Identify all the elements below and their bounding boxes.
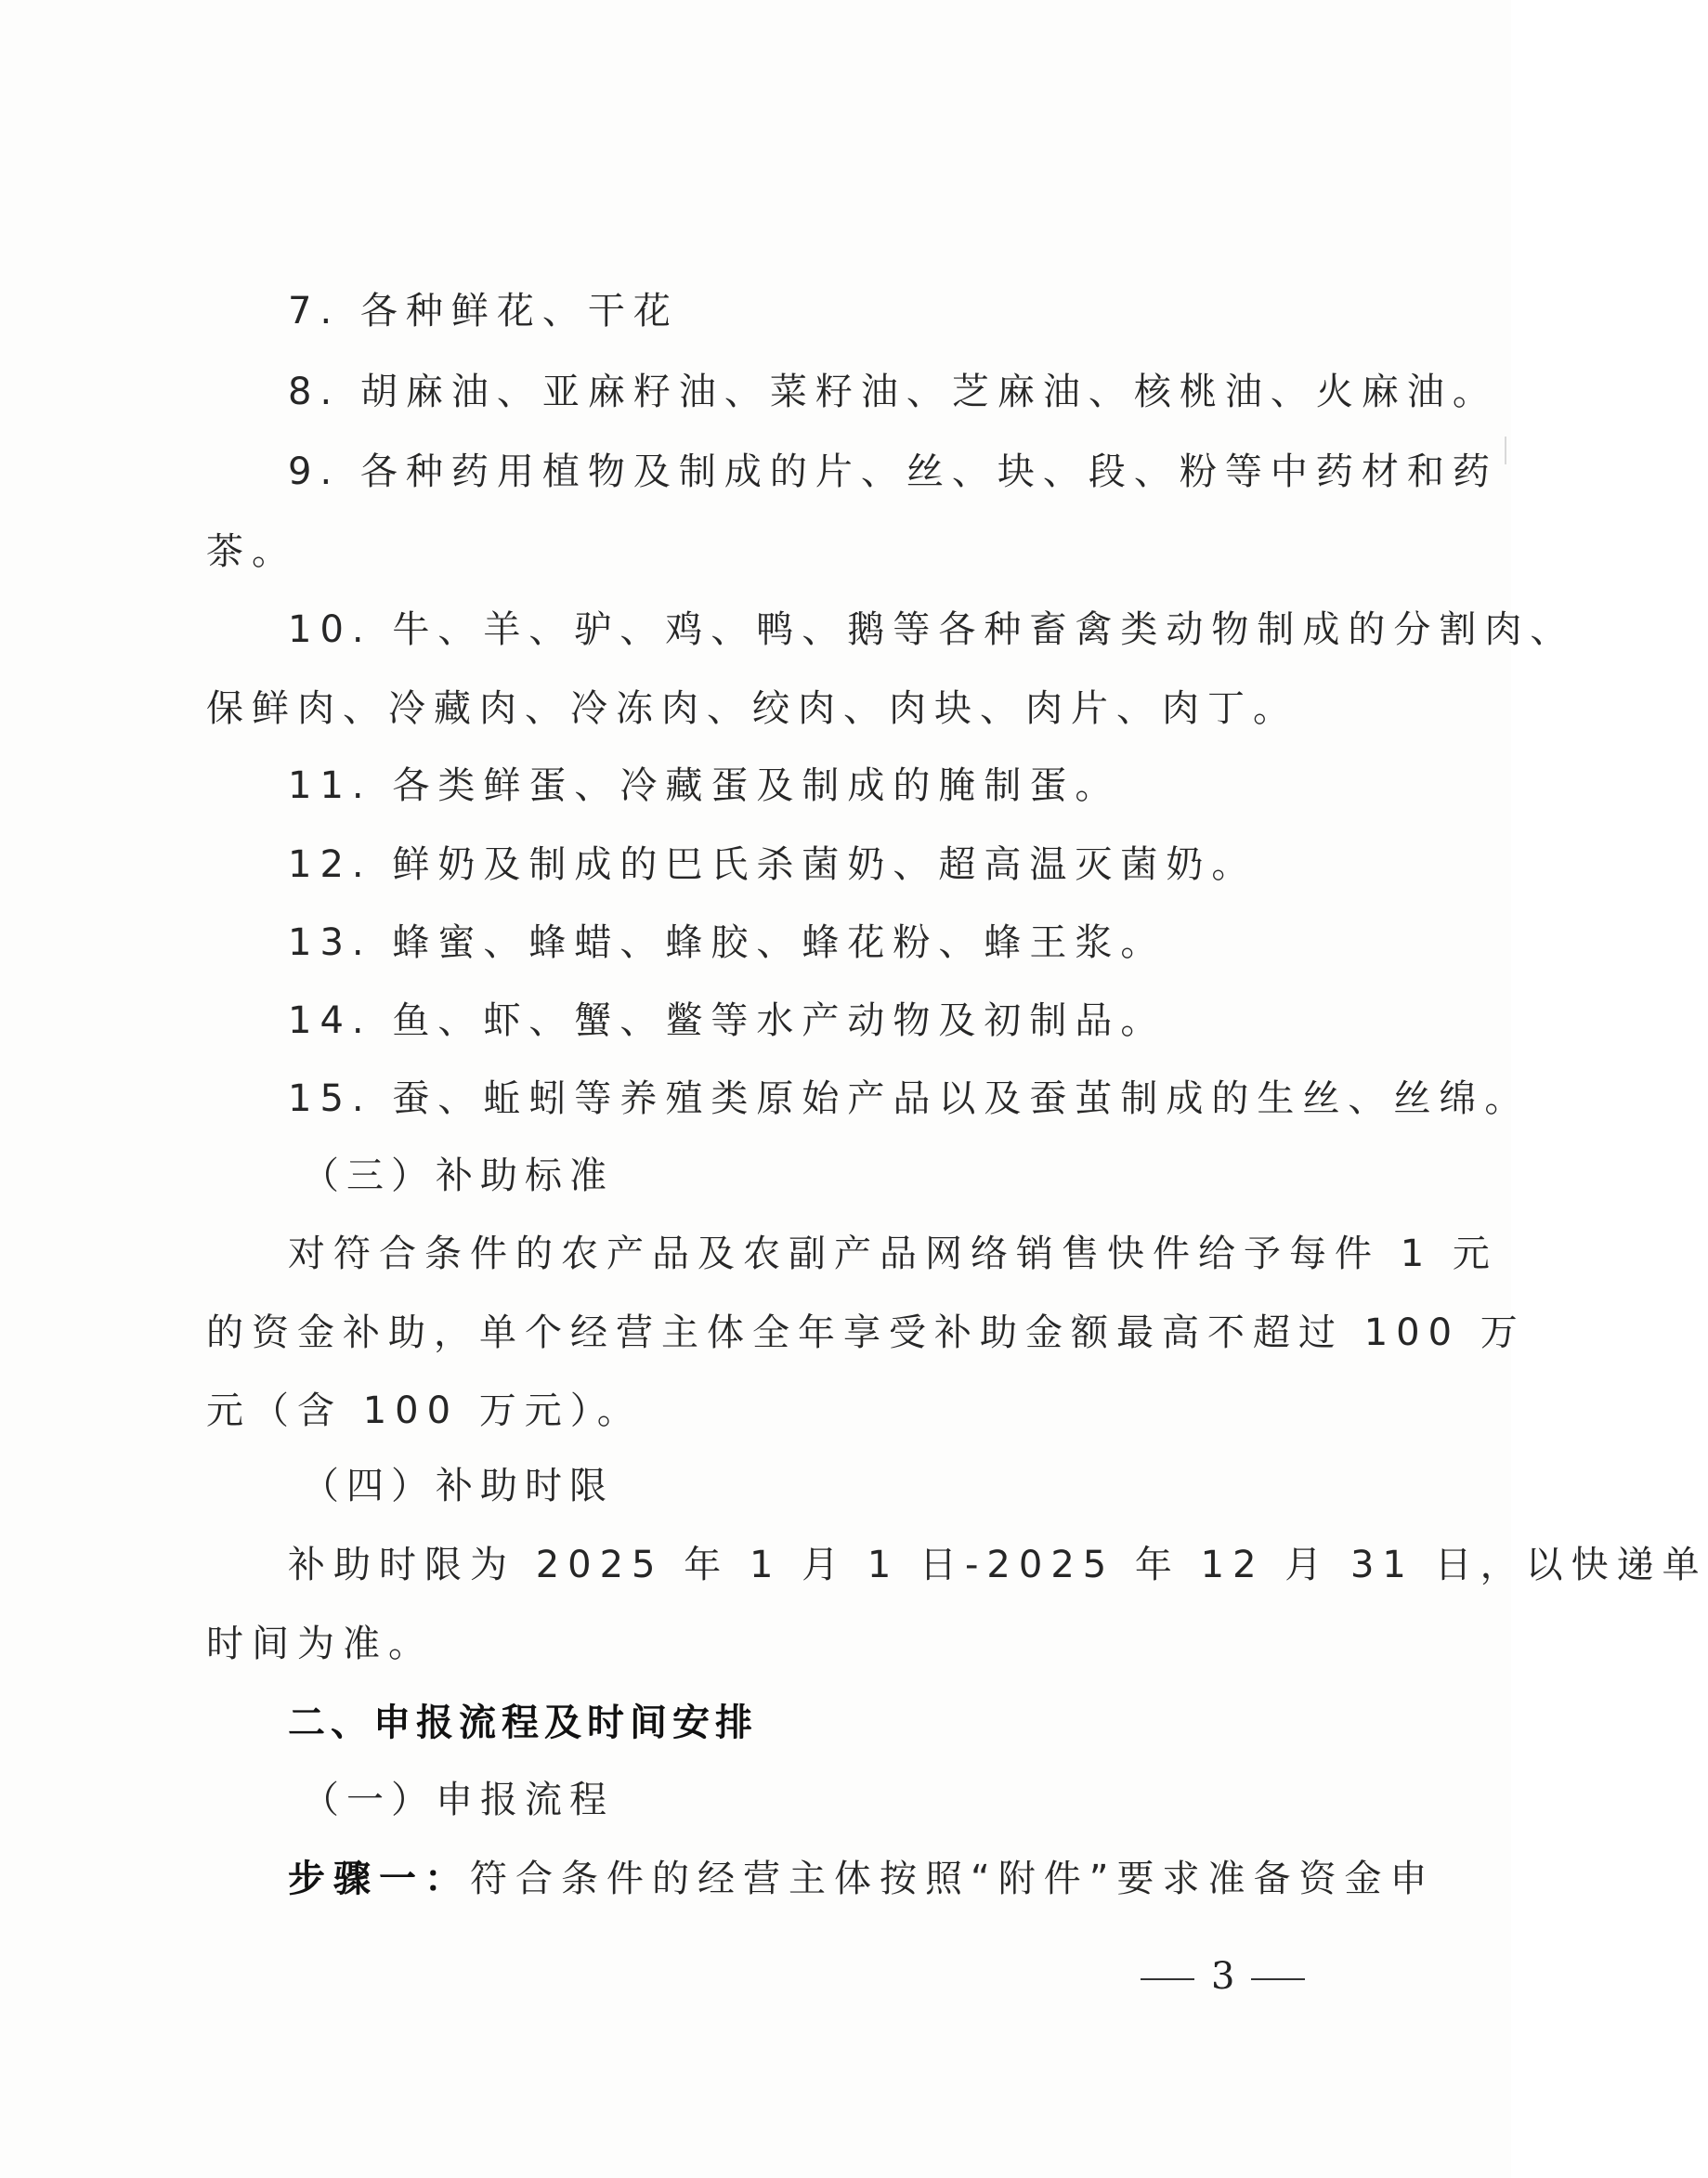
list-item-10-continued: 保鲜肉、冷藏肉、冷冻肉、绞肉、肉块、肉片、肉丁。 [206, 687, 1298, 730]
footer-dash-left [1141, 1978, 1194, 1980]
subsidy-standard-line-1: 对符合条件的农产品及农副产品网络销售快件给予每件 1 元 [288, 1232, 1498, 1275]
section-two-heading: 二、申报流程及时间安排 [288, 1702, 758, 1744]
step-one-text: 符合条件的经营主体按照“附件”要求准备资金申 [470, 1858, 1436, 1900]
list-item-9: 9. 各种药用植物及制成的片、丝、块、段、粉等中药材和药 [288, 450, 1498, 493]
subsidy-standard-line-3: 元（含 100 万元）。 [206, 1389, 643, 1432]
list-item-14: 14. 鱼、虾、蟹、鳖等水产动物及初制品。 [288, 999, 1167, 1042]
list-item-8: 8. 胡麻油、亚麻籽油、菜籽油、芝麻油、核桃油、火麻油。 [288, 371, 1498, 413]
application-process-heading: （一）申报流程 [302, 1779, 614, 1821]
scan-edge-mark [1505, 437, 1506, 464]
list-item-13: 13. 蜂蜜、蜂蜡、蜂胶、蜂花粉、蜂王浆。 [288, 921, 1167, 964]
list-item-15: 15. 蚕、蚯蚓等养殖类原始产品以及蚕茧制成的生丝、丝绵。 [288, 1077, 1531, 1120]
step-one-paragraph [288, 1853, 1435, 1905]
list-item-12: 12. 鲜奶及制成的巴氏杀菌奶、超高温灭菌奶。 [288, 843, 1258, 886]
subsidy-standard-heading: （三）补助标准 [302, 1154, 614, 1197]
subsidy-period-line-2: 时间为准。 [206, 1623, 434, 1665]
subsidy-standard-line-2: 的资金补助，单个经营主体全年享受补助金额最高不超过 100 万 [206, 1311, 1526, 1354]
list-item-9-continued: 茶。 [206, 530, 297, 573]
list-item-10: 10. 牛、羊、驴、鸡、鸭、鹅等各种畜禽类动物制成的分割肉、 [288, 608, 1576, 651]
step-one-label: 步骤一： [288, 1858, 470, 1900]
page-number: 3 [1211, 1955, 1235, 1998]
footer-dash-right [1251, 1978, 1305, 1980]
list-item-7: 7. 各种鲜花、干花 [288, 290, 679, 333]
list-item-11: 11. 各类鲜蛋、冷藏蛋及制成的腌制蛋。 [288, 764, 1121, 807]
subsidy-period-line-1: 补助时限为 2025 年 1 月 1 日-2025 年 12 月 31 日，以快递单 [288, 1544, 1708, 1586]
subsidy-period-heading: （四）补助时限 [302, 1465, 614, 1507]
page-footer [1141, 1950, 1305, 2002]
